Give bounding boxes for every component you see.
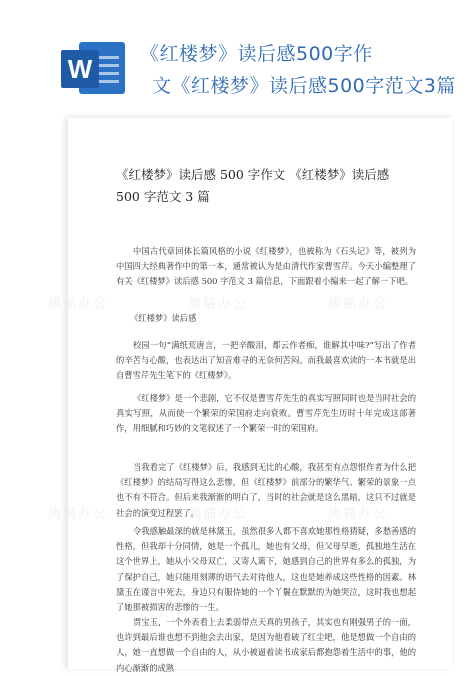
paragraph-4: 令我感触最深的就是林黛玉，虽然很多人都不喜欢她那性格猜疑，多愁善感的性格，但我却十分同情，她是一个孤儿，她也有父母，但父母早逝，孤独地生活在这个世界上，她从小父母双亡，又寄人篱下，她感到自己的世界有多么的孤独，为了保护自己，她只能用刻薄的语气去对待他人，这也是她养成这些性格的因素。林黛玉在谨言中死去，身边只有服侍她的一个丫鬟在默默的为她哭泣，这时我也想起了她那被损害的悲惨的一生。: [116, 526, 416, 613]
word-logo: [61, 38, 129, 98]
section-subtitle: 《红楼梦》读后感: [130, 313, 197, 323]
page-title: [140, 38, 456, 102]
watermark: 熊猫办公: [328, 297, 389, 312]
watermark: 熊猫办公: [48, 507, 109, 522]
word-badge-icon: W: [61, 50, 99, 88]
paragraph-3: 当我看完了《红楼梦》后，我感到无比的心酸，我甚至有点怨恨作者为什么把《红楼梦》的结局写得这么悲惨，但《红楼梦》前部分的繁华气、繁荣的景象一点也不有不符合。但后来我渐渐的明白了，当时的社会就是这么黑暗，这只不过就是社会的演变过程罢了。: [116, 462, 416, 518]
document-title-line-1: 《红楼梦》读后感 500 字作文 《红楼梦》读后感: [116, 167, 390, 182]
title-line-2: 文《红楼梦》读后感500字范文3篇: [152, 75, 456, 97]
watermark: 熊猫办公: [188, 507, 249, 522]
paragraph-1: 校园一句“满纸荒唐言，一把辛酸泪，都云作者痴，谁解其中味?”写出了作者的辛苦与心酸，也表达出了知音难寻的无奈何苦闷。而我最喜欢读的一本书就是出自曹雪芹先生笔下的《红楼梦》。: [116, 340, 416, 381]
document-title: [116, 164, 416, 208]
title-line-1: 《红楼梦》读后感500字作: [140, 43, 373, 65]
document-page: [48, 118, 452, 673]
intro-paragraph: 中国古代章回体长篇风格的小说《红楼梦》，也被称为《石头记》等，被列为中国四大经典著作中的第一本，通常被认为是由清代作家曹雪芹。今天小编整理了有关《红楼梦》读后感 500 字范文 3 篇信息，下面跟着小编来一起了解一下吧。: [116, 246, 416, 287]
paragraph-5: 贾宝玉，一个外表看上去柔弱带点天真的男孩子，其实也有刚强男子的一面，也许到最后谁也想不到他会去出家，是因为他看破了红尘吧，他是想做一个自由的人，她一直想做一个自由的人，从小被逼着读书成家后都抱怨着生活中的事，他的内心渐渐的成熟: [116, 617, 416, 673]
watermark: 熊猫办公: [188, 297, 249, 312]
watermark: 熊猫办公: [48, 297, 109, 312]
paragraph-2: 《红楼梦》是一个悲剧，它不仅是曹雪芹先生的真实写照同时也是当时社会的真实写照，从而使一个繁荣的荣国府走向衰败。曹雪芹先生历时十年完成这部著作，用细腻和巧妙的文笔叙述了一个繁荣一时的荣国府。: [116, 393, 416, 434]
watermark: 熊猫办公: [328, 507, 389, 522]
document-title-line-2: 500 字范文 3 篇: [116, 189, 210, 204]
